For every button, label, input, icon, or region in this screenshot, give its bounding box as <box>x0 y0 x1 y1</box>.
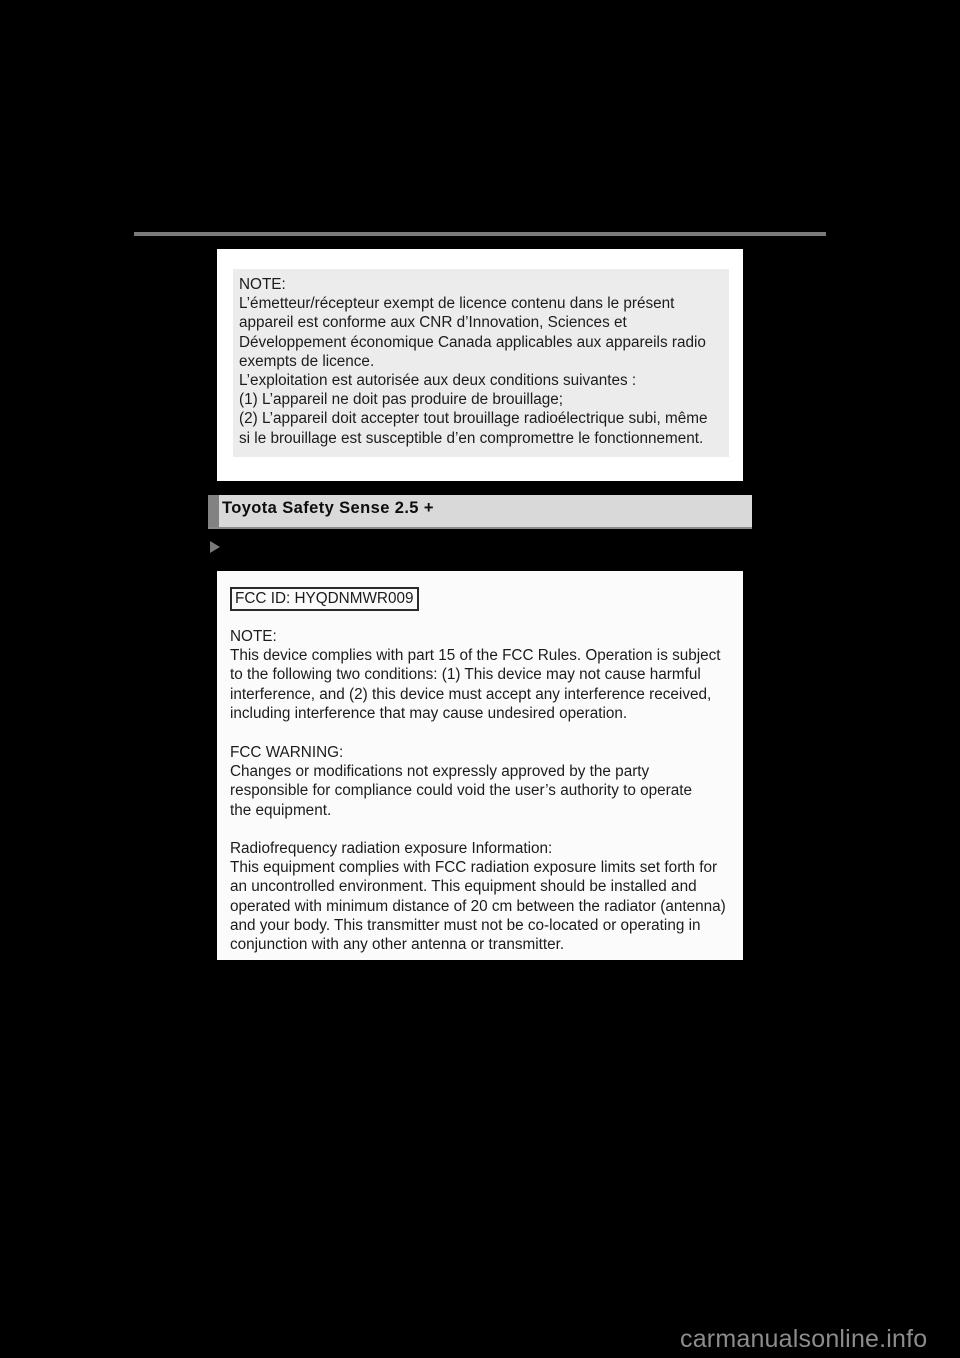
ic-note-heading: NOTE: <box>239 276 286 293</box>
fcc-note-line: interference, and (2) this device must accept any interference received, <box>230 685 712 703</box>
fcc-note-line: This device complies with part 15 of the FCC Rules. Operation is subject <box>230 647 721 665</box>
rf-exposure-line: conjunction with any other antenna or transmitter. <box>230 936 565 954</box>
triangle-right-icon <box>210 541 220 553</box>
rf-exposure-block <box>230 839 726 954</box>
rf-exposure-line: operated with minimum distance of 20 cm between the radiator (antenna) <box>230 897 726 915</box>
ic-note-line: L’exploitation est autorisée aux deux conditions suivantes : <box>239 372 637 390</box>
fcc-warning-block <box>230 743 692 820</box>
section-header-accent <box>208 495 219 527</box>
rf-exposure-line: This equipment complies with FCC radiation exposure limits set forth for <box>230 859 718 877</box>
section-header <box>208 495 752 529</box>
ic-note-line: L’émetteur/récepteur exempt de licence contenu dans le présent <box>239 295 675 313</box>
ic-note-line: appareil est conforme aux CNR d’Innovation, Sciences et <box>239 314 627 332</box>
ic-note-line: (2) L’appareil doit accepter tout brouillage radioélectrique subi, même <box>239 410 708 428</box>
ic-note-line: (1) L’appareil ne doit pas produire de brouillage; <box>239 391 563 409</box>
section-title: Toyota Safety Sense 2.5 + <box>222 499 434 517</box>
rf-exposure-line: an uncontrolled environment. This equipment should be installed and <box>230 878 697 896</box>
fcc-note-block <box>230 627 721 723</box>
fcc-id-label: FCC ID: HYQDNMWR009 <box>230 587 419 611</box>
fcc-warning-line: Changes or modifications not expressly approved by the party <box>230 763 650 781</box>
fcc-note-line: to the following two conditions: (1) This device may not cause harmful <box>230 666 701 684</box>
fcc-warning-heading: FCC WARNING: <box>230 744 344 761</box>
fcc-warning-line: the equipment. <box>230 801 332 819</box>
header-rule <box>134 232 826 236</box>
fcc-warning-line: responsible for compliance could void the user’s authority to operate <box>230 782 693 800</box>
rf-exposure-heading: Radiofrequency radiation exposure Information: <box>230 840 553 857</box>
fcc-note-heading: NOTE: <box>230 628 277 645</box>
ic-notice-panel <box>233 269 729 457</box>
site-watermark: carmanualsonline.info <box>680 1325 928 1353</box>
ic-notice-image <box>217 249 743 481</box>
ic-note-line: Développement économique Canada applicables aux appareils radio <box>239 333 706 351</box>
rf-exposure-line: and your body. This transmitter must not be co-located or operating in <box>230 916 701 934</box>
ic-note-line: si le brouillage est susceptible d’en compromettre le fonctionnement. <box>239 429 704 447</box>
fcc-note-line: including interference that may cause undesired operation. <box>230 704 628 722</box>
ic-note-line: exempts de licence. <box>239 352 375 370</box>
fcc-notice-image <box>217 571 743 960</box>
